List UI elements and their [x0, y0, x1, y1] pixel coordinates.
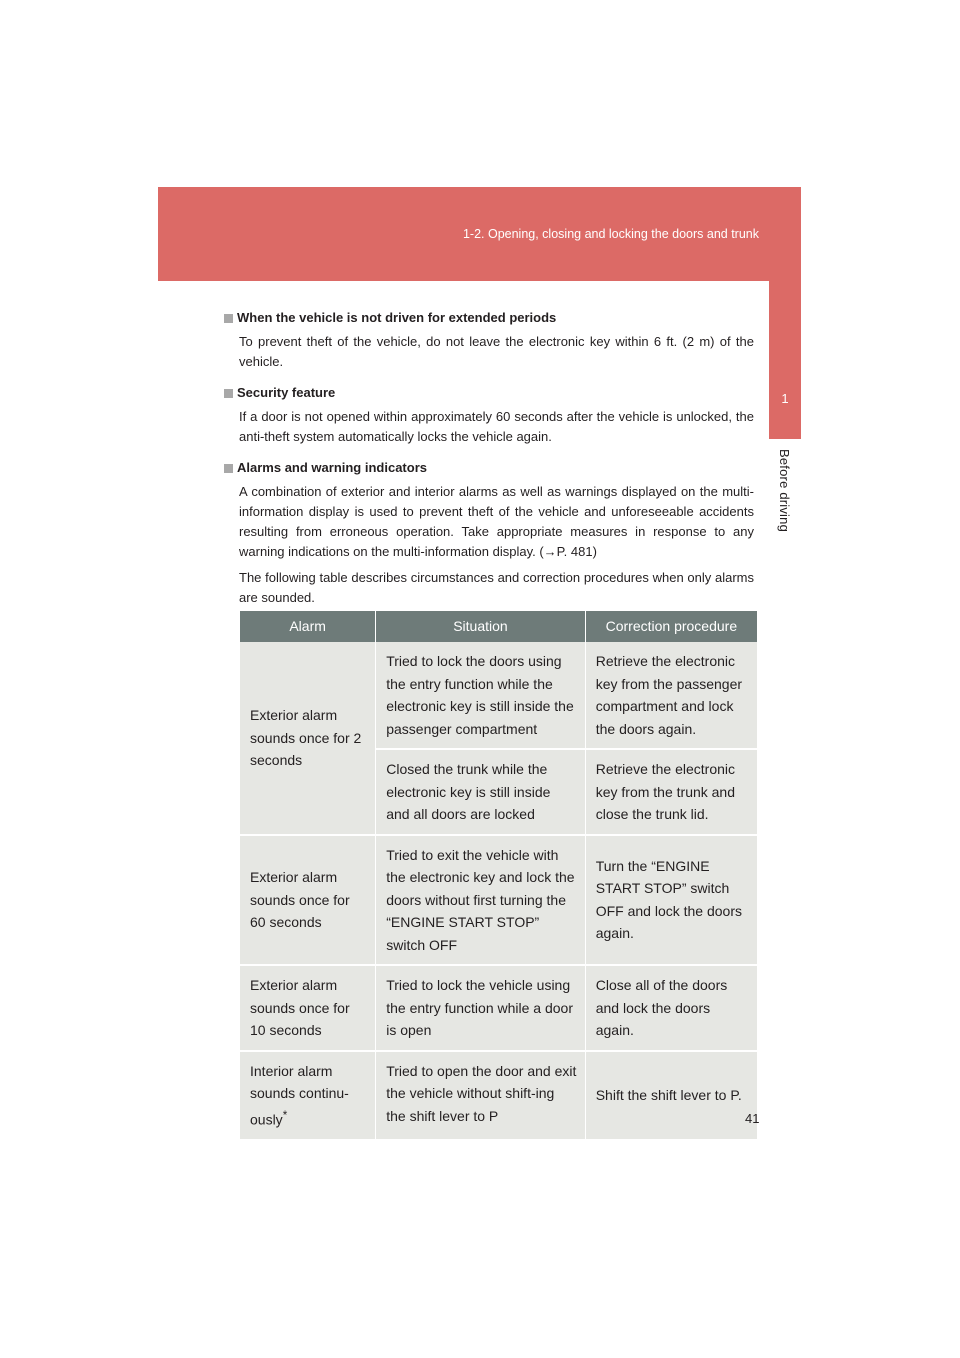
alarm-cell: Exterior alarm sounds once for 10 seconds	[240, 965, 376, 1051]
bullet-square-icon	[224, 314, 233, 323]
situation-cell: Tried to lock the vehicle using the entry function while a door is open	[376, 965, 586, 1051]
alarm-cell: Exterior alarm sounds once for 60 seconds	[240, 835, 376, 966]
situation-cell: Tried to open the door and exit the vehicle without shift-ing the shift lever to P	[376, 1051, 586, 1140]
table-header-row	[240, 611, 757, 642]
column-header-alarm: Alarm	[240, 611, 376, 642]
correction-cell: Close all of the doors and lock the doors again.	[585, 965, 757, 1051]
table-row	[240, 965, 757, 1051]
alarm-text: Interior alarm sounds continu-ously	[250, 1062, 349, 1128]
table-row	[240, 835, 757, 966]
alarm-table	[240, 611, 760, 1141]
bullet-square-icon	[224, 464, 233, 473]
alarm-cell	[240, 1051, 376, 1140]
chapter-tab	[769, 281, 801, 439]
correction-cell: Turn the “ENGINE START STOP” switch OFF and lock the doors again.	[585, 835, 757, 966]
body-text	[224, 308, 754, 619]
paragraph: To prevent theft of the vehicle, do not leave the electronic key within 6 ft. (2 m) of the vehicle.	[239, 334, 754, 369]
section-heading: When the vehicle is not driven for extended periods	[237, 310, 557, 325]
bullet-square-icon	[224, 389, 233, 398]
table-row	[240, 642, 757, 749]
situation-cell: Tried to lock the doors using the entry function while the electronic key is still inside the passenger compartment	[376, 642, 586, 749]
correction-cell: Retrieve the electronic key from the passenger compartment and lock the doors again.	[585, 642, 757, 749]
situation-cell: Closed the trunk while the electronic key is still inside and all doors are locked	[376, 749, 586, 835]
column-header-correction: Correction procedure	[585, 611, 757, 642]
paragraph: If a door is not opened within approximately 60 seconds after the vehicle is unlocked, the anti-theft system automatically locks the vehicle again.	[239, 409, 754, 444]
chapter-number: 1	[781, 391, 789, 406]
section-heading: Alarms and warning indicators	[237, 460, 427, 475]
paragraph: The following table describes circumstances and correction procedures when only alarms are sounded.	[239, 570, 754, 605]
column-header-situation: Situation	[376, 611, 586, 642]
table-row	[240, 1051, 757, 1140]
chapter-header	[158, 187, 801, 281]
section	[224, 383, 754, 447]
section-heading: Security feature	[237, 385, 336, 400]
page-number: 41	[745, 1111, 760, 1126]
paragraph: A combination of exterior and interior alarms as well as warnings displayed on the multi-information display is used to prevent theft of the vehicle and unforeseeable accidents resulting from erroneous operation. Take appropriate measures in response to any warning indications on the multi-information display. (→P. 481)	[239, 484, 754, 559]
section	[224, 458, 754, 608]
chapter-label: Before driving	[777, 449, 792, 533]
section-title: 1-2. Opening, closing and locking the doors and trunk	[462, 227, 759, 241]
alarm-cell: Exterior alarm sounds once for 2 seconds	[240, 642, 376, 835]
correction-cell: Shift the shift lever to P.	[585, 1051, 757, 1140]
situation-cell: Tried to exit the vehicle with the electronic key and lock the doors without first turning the “ENGINE START STOP” switch OFF	[376, 835, 586, 966]
footnote-mark: *	[282, 1108, 288, 1122]
section	[224, 308, 754, 372]
correction-cell: Retrieve the electronic key from the trunk and close the trunk lid.	[585, 749, 757, 835]
